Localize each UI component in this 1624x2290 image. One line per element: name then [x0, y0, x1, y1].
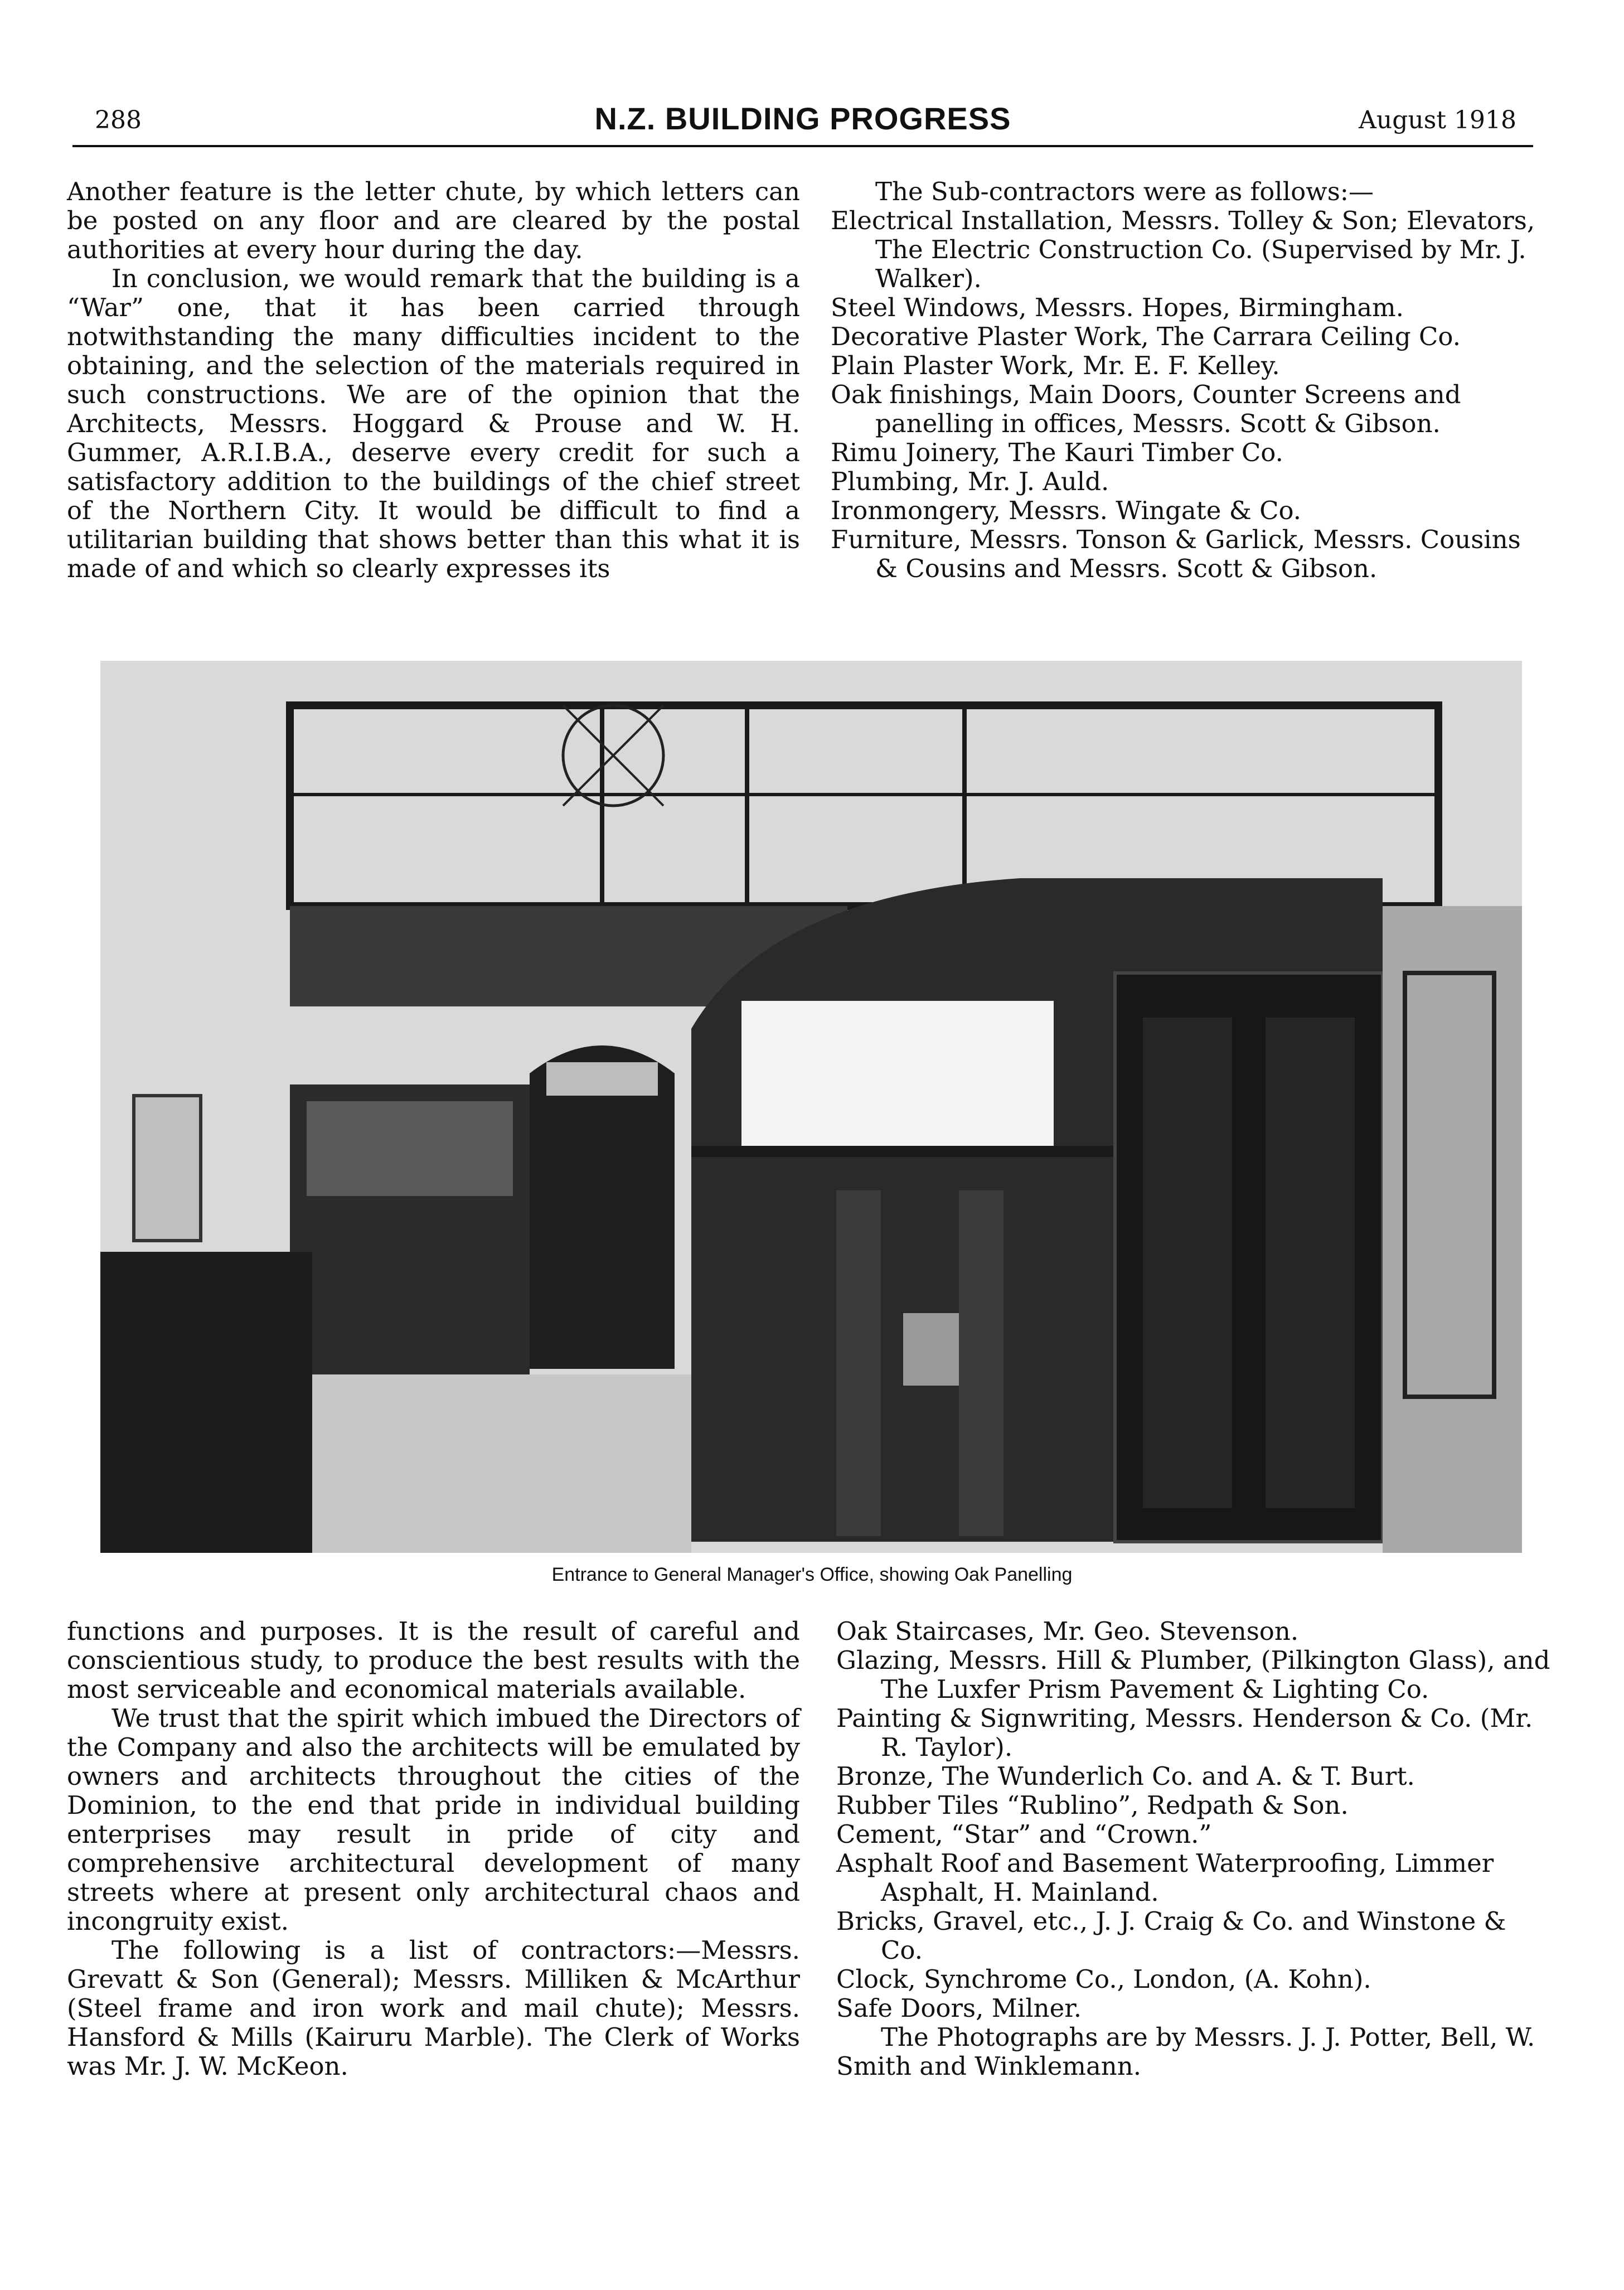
paragraph: functions and purposes. It is the result of careful and conscientious study, to produce the best results with the most serviceable and economical materials available. — [67, 1616, 800, 1704]
paragraph: The following is a list of contractors:—Messrs. Grevatt & Son (General); Messrs. Milliken & McArthur (Steel frame and iron work and mail chute); Messrs. Hansford & Mills (Kairuru Marble). The Clerk of Works was Mr. J. W. McKeon. — [67, 1935, 800, 2081]
journal-title: N.Z. BUILDING PROGRESS — [594, 101, 1011, 136]
list-item: Safe Doors, Milner. — [836, 1993, 1082, 2023]
list-item: Glazing, Messrs. Hill & Plumber, (Pilkington Glass), and The Luxfer Prism Pavement & Lighting Co. — [836, 1645, 1550, 1704]
photographers-credit: The Photographs are by Messrs. J. J. Potter, Bell, W. Smith and Winklemann. — [836, 2022, 1535, 2081]
list-item: Rubber Tiles “Rublino”, Redpath & Son. — [836, 1790, 1349, 1820]
list-item: Furniture, Messrs. Tonson & Garlick, Messrs. Cousins & Cousins and Messrs. Scott & Gibson. — [831, 525, 1521, 583]
office-entrance-photo — [100, 661, 1522, 1553]
list-item: Cement, “Star” and “Crown.” — [836, 1819, 1212, 1849]
list-item: Rimu Joinery, The Kauri Timber Co. — [831, 438, 1283, 467]
list-item: Ironmongery, Messrs. Wingate & Co. — [831, 496, 1302, 525]
paragraph: Another feature is the letter chute, by which letters can be posted on any floor and are cleared by the postal authorities at every hour during the day. — [67, 177, 800, 264]
list-item: Asphalt Roof and Basement Waterproofing, Limmer Asphalt, H. Mainland. — [836, 1848, 1494, 1907]
photo-caption: Entrance to General Manager's Office, showing Oak Panelling — [551, 1564, 1073, 1585]
subcontractors-intro: The Sub-contractors were as follows:— — [875, 177, 1374, 206]
paragraph: We trust that the spirit which imbued the Directors of the Company and also the architects will be emulated by owners and architects throughout the cities of the Dominion, to the end that pride in individual building enterprises may result in pride of city and comprehensive architectural development of many streets where at present only architectural chaos and incongruity exist. — [67, 1703, 800, 1936]
right-column-top — [831, 177, 1550, 583]
list-item: Painting & Signwriting, Messrs. Henderson & Co. (Mr. R. Taylor). — [836, 1703, 1533, 1762]
list-item: Decorative Plaster Work, The Carrara Ceiling Co. — [831, 322, 1461, 351]
list-item: Plumbing, Mr. J. Auld. — [831, 467, 1109, 496]
page-number: 288 — [95, 106, 142, 134]
list-item: Bronze, The Wunderlich Co. and A. & T. Burt. — [836, 1761, 1415, 1791]
paragraph: In conclusion, we would remark that the building is a “War” one, that it has been carried through notwithstanding the many difficulties incident to the obtaining, and the selection of the materials required in such constructions. We are of the opinion that the Architects, Messrs. Hoggard & Prouse and W. H. Gummer, A.R.I.B.A., deserve every credit for such a satisfactory addition to the buildings of the chief street of the Northern City. It would be difficult to find a utilitarian building that shows better than this what it is made of and which so clearly expresses its — [67, 264, 800, 583]
list-item: Oak finishings, Main Doors, Counter Screens and panelling in offices, Messrs. Scott & Gibson. — [831, 380, 1461, 438]
right-column-bottom — [836, 1617, 1555, 2081]
list-item: Electrical Installation, Messrs. Tolley & Son; Elevators, The Electric Construction Co. (Supervised by Mr. J. Walker). — [831, 206, 1535, 293]
left-column-top — [67, 177, 800, 583]
issue-date: August 1918 — [1359, 106, 1516, 134]
page-header — [72, 100, 1533, 147]
list-item: Steel Windows, Messrs. Hopes, Birmingham. — [831, 293, 1404, 322]
list-item: Bricks, Gravel, etc., J. J. Craig & Co. and Winstone & Co. — [836, 1906, 1506, 1965]
list-item: Clock, Synchrome Co., London, (A. Kohn). — [836, 1964, 1371, 1994]
left-column-bottom — [67, 1617, 800, 2081]
list-item: Oak Staircases, Mr. Geo. Stevenson. — [836, 1616, 1299, 1646]
list-item: Plain Plaster Work, Mr. E. F. Kelley. — [831, 351, 1280, 380]
